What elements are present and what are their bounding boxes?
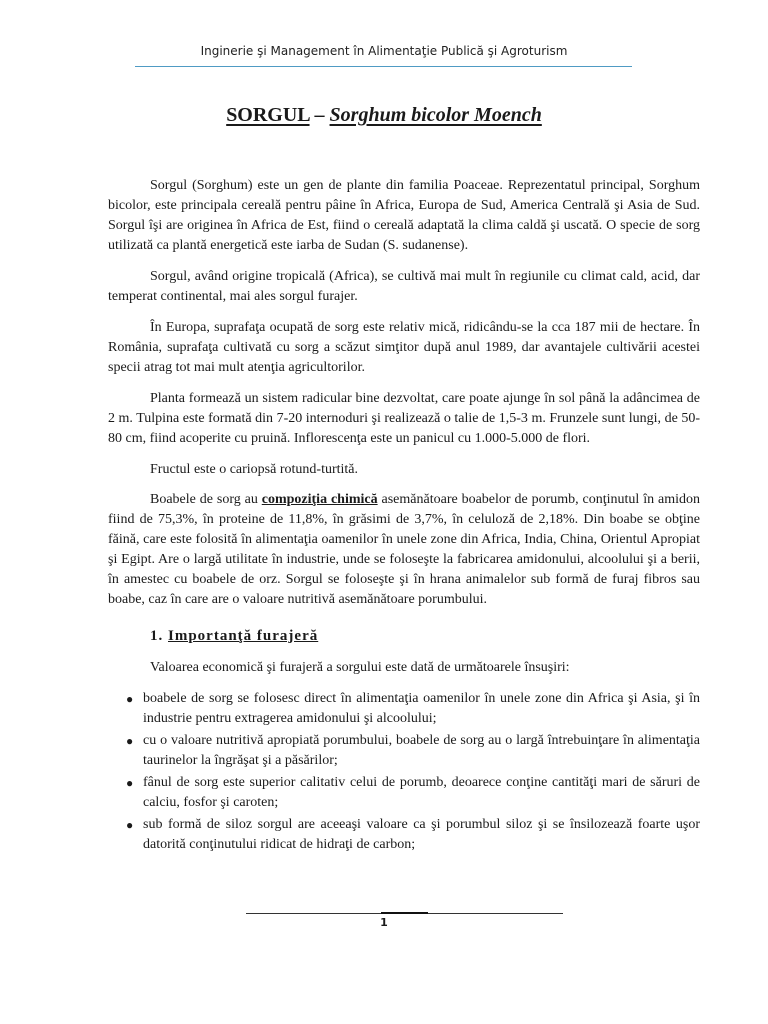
footer-divider-accent bbox=[381, 912, 428, 914]
chemical-composition-link[interactable]: compoziţia chimică bbox=[261, 492, 378, 507]
title-dash: – bbox=[309, 104, 330, 126]
header-divider bbox=[135, 66, 632, 67]
list-item bbox=[108, 731, 700, 771]
list-item-text: fânul de sorg este superior calitativ celui de porumb, deoarece conţine cantităţi mari de săruri de calciu, fosfor şi caroten; bbox=[143, 775, 700, 810]
list-item-text: boabele de sorg se folosesc direct în alimentaţia oamenilor în unele zone din Africa şi Asia, şi în industrie pentru extragerea amidonului şi alcoolului; bbox=[143, 691, 700, 726]
paragraph-origin: Sorgul, având origine tropicală (Africa), se cultivă mai mult în regiunile cu climat cald, acid, dar temperat continental, mai ales sorgul furajer. bbox=[108, 269, 700, 304]
bullet-icon: ● bbox=[126, 776, 134, 790]
composition-text-rest: asemănătoare boabelor de porumb, conţinutul în amidon fiind de 75,3%, în proteine de 11,8%, în grăsimi de 3,7%, în celuloză de 2,18%. Din boabe se obţine făină, care este folosită în alimentaţia oamenilor în unele zone din Africa, India, China, Orientul Apropiat şi Egipt. Are o largă utilitate în industrie, unde se foloseşte la fabricarea amidonului, alcoolului şi a berii, în amestec cu boabele de orz. Sorgul se foloseşte şi în hrana animalelor sub formă de furaj fibros sau boabe, caz în care are o valoare nutritivă asemănătoare porumbului. bbox=[108, 492, 700, 607]
page-number: 1 bbox=[380, 916, 388, 929]
bullet-icon: ● bbox=[126, 734, 134, 748]
paragraph-fruit: Fructul este o cariopsă rotund-turtită. bbox=[150, 462, 358, 477]
paragraph-intro: Sorgul (Sorghum) este un gen de plante din familia Poaceae. Reprezentatul principal, Sorghum bicolor, este principala cereală pentru pâine în Africa, Europa de Sud, America Centrală şi Asia de Sud. Sorgul îşi are originea în Africa de Est, fiind o cereală adaptată la clima caldă şi uscată. O specie de sorg utilizată ca plantă energetică este iarba de Sudan (S. sudanense). bbox=[108, 178, 700, 253]
section-number: 1. bbox=[150, 628, 168, 644]
list-item-text: cu o valoare nutritivă apropiată porumbului, boabele de sorg au o largă întrebuinţare în alimentaţia taurinelor la îngrăşat şi a păsărilor; bbox=[143, 733, 700, 768]
bullet-icon: ● bbox=[126, 692, 134, 706]
section-intro: Valoarea economică şi furajeră a sorgului este dată de următoarele însuşiri: bbox=[150, 660, 570, 675]
list-item-text: sub formă de siloz sorgul are aceeaşi valoare ca şi porumbul siloz şi se însilozează foarte uşor datorită conţinutului ridicat de hidraţi de carbon; bbox=[143, 817, 700, 852]
list-item bbox=[108, 689, 700, 729]
running-header: Inginerie şi Management în Alimentaţie Publică şi Agroturism bbox=[200, 44, 568, 58]
paragraph-plant: Planta formează un sistem radicular bine dezvoltat, care poate ajunge în sol până la adâncimea de 2 m. Tulpina este formată din 7-20 internoduri şi realizează o talie de 1,5-3 m. Frunzele sunt lungi, de 50-80 cm, fiind acoperite cu pruină. Inflorescenţa este un panicul cu 1.000-5.000 de flori. bbox=[108, 391, 700, 446]
section-heading bbox=[150, 626, 700, 646]
paragraph-europe: În Europa, suprafaţa ocupată de sorg este relativ mică, ridicându-se la cca 187 mii de hectare. În România, suprafaţa cultivată cu sorg a scăzut simţitor după anul 1989, dar avantajele cultivării acestei specii atrag tot mai mult atenţia agricultorilor. bbox=[108, 320, 700, 375]
list-item bbox=[108, 773, 700, 813]
document-title bbox=[0, 104, 768, 127]
title-latin-name: Sorghum bicolor Moench bbox=[329, 104, 542, 126]
paragraph-composition bbox=[108, 490, 700, 610]
section-title: Importanţă furajeră bbox=[168, 628, 319, 644]
title-main: SORGUL bbox=[226, 104, 310, 126]
bullet-icon: ● bbox=[126, 818, 134, 832]
bullet-list bbox=[108, 689, 700, 855]
document-body bbox=[108, 176, 700, 857]
composition-text-start: Boabele de sorg au bbox=[150, 492, 262, 507]
list-item bbox=[108, 815, 700, 855]
